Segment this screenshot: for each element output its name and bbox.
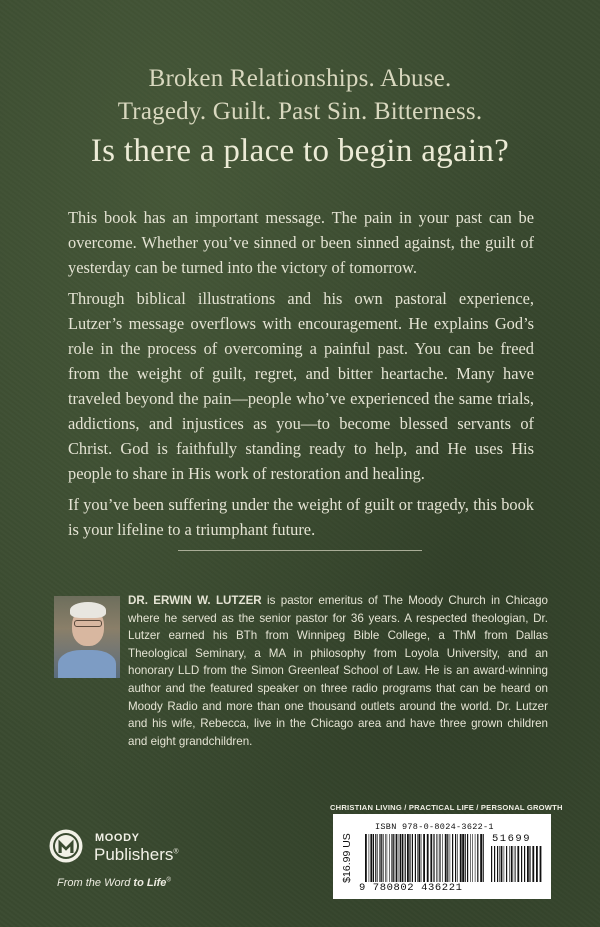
author-photo [54, 596, 120, 678]
tagline [0, 62, 600, 128]
barcode-bars [365, 834, 485, 882]
moody-logo-icon [48, 828, 84, 864]
headline: Is there a place to begin again? [90, 133, 510, 169]
category-label: CHRISTIAN LIVING / PRACTICAL LIFE / PERSONAL GROWTH [330, 803, 563, 812]
author-name: DR. ERWIN W. LUTZER [128, 594, 262, 607]
description-paragraph: This book has an important message. The pain in your past can be overcome. Whether you’ve sinned or been sinned against, the guilt of yesterday can be turned into the victory of tomorrow. [68, 208, 534, 277]
price-label: $16.99 US [341, 833, 353, 883]
publisher-slogan: From the Word to Life® [57, 877, 171, 889]
publisher-subname: Publishers® [94, 845, 179, 864]
ean-digits: 9 780802 436221 [359, 882, 463, 894]
description-paragraph: If you’ve been suffering under the weight of guilt or tragedy, this book is your lifeline to a triumphant future. [68, 495, 534, 539]
author-bio [128, 592, 548, 750]
isbn-label: ISBN 978-0-8024-3622-1 [375, 822, 494, 832]
divider [178, 550, 422, 551]
addon-barcode-bars [491, 846, 543, 882]
publisher-name: MOODY [95, 832, 140, 844]
author-bio-text: is pastor emeritus of The Moody Church in Chicago where he served as the senior pastor for 36 years. A respected theologian, Dr. Lutzer earned his BTh from Winnipeg Bible College, a ThM from Dallas Theological Seminary, a MA in philosophy from Loyola University, and an honorary LLD from the Simon Greenleaf School of Law. He is an award-winning author and the featured speaker on three radio programs that can be heard on Moody Radio and more than one thousand outlets around the world. Dr. Lutzer and his wife, Rebecca, live in the Chicago area and have three grown children and eight grandchildren. [128, 594, 548, 748]
tagline-line-1: Broken Relationships. Abuse. [148, 65, 452, 92]
description [68, 205, 534, 548]
description-paragraph: Through biblical illustrations and his own pastoral experience, Lutzer’s message overflows with encouragement. He explains God’s role in the process of overcoming a painful past. You can be freed from the weight of guilt, regret, and bitter heartache. Many have traveled beyond the pain—people who’ve experienced the same trials, addictions, and injustices as you—to become blessed servants of Christ. God is faithfully standing ready to help, and He uses His people to share in His work of restoration and healing. [68, 289, 534, 483]
tagline-line-2: Tragedy. Guilt. Past Sin. Bitterness. [117, 98, 483, 125]
addon-digits: 51699 [492, 833, 532, 845]
